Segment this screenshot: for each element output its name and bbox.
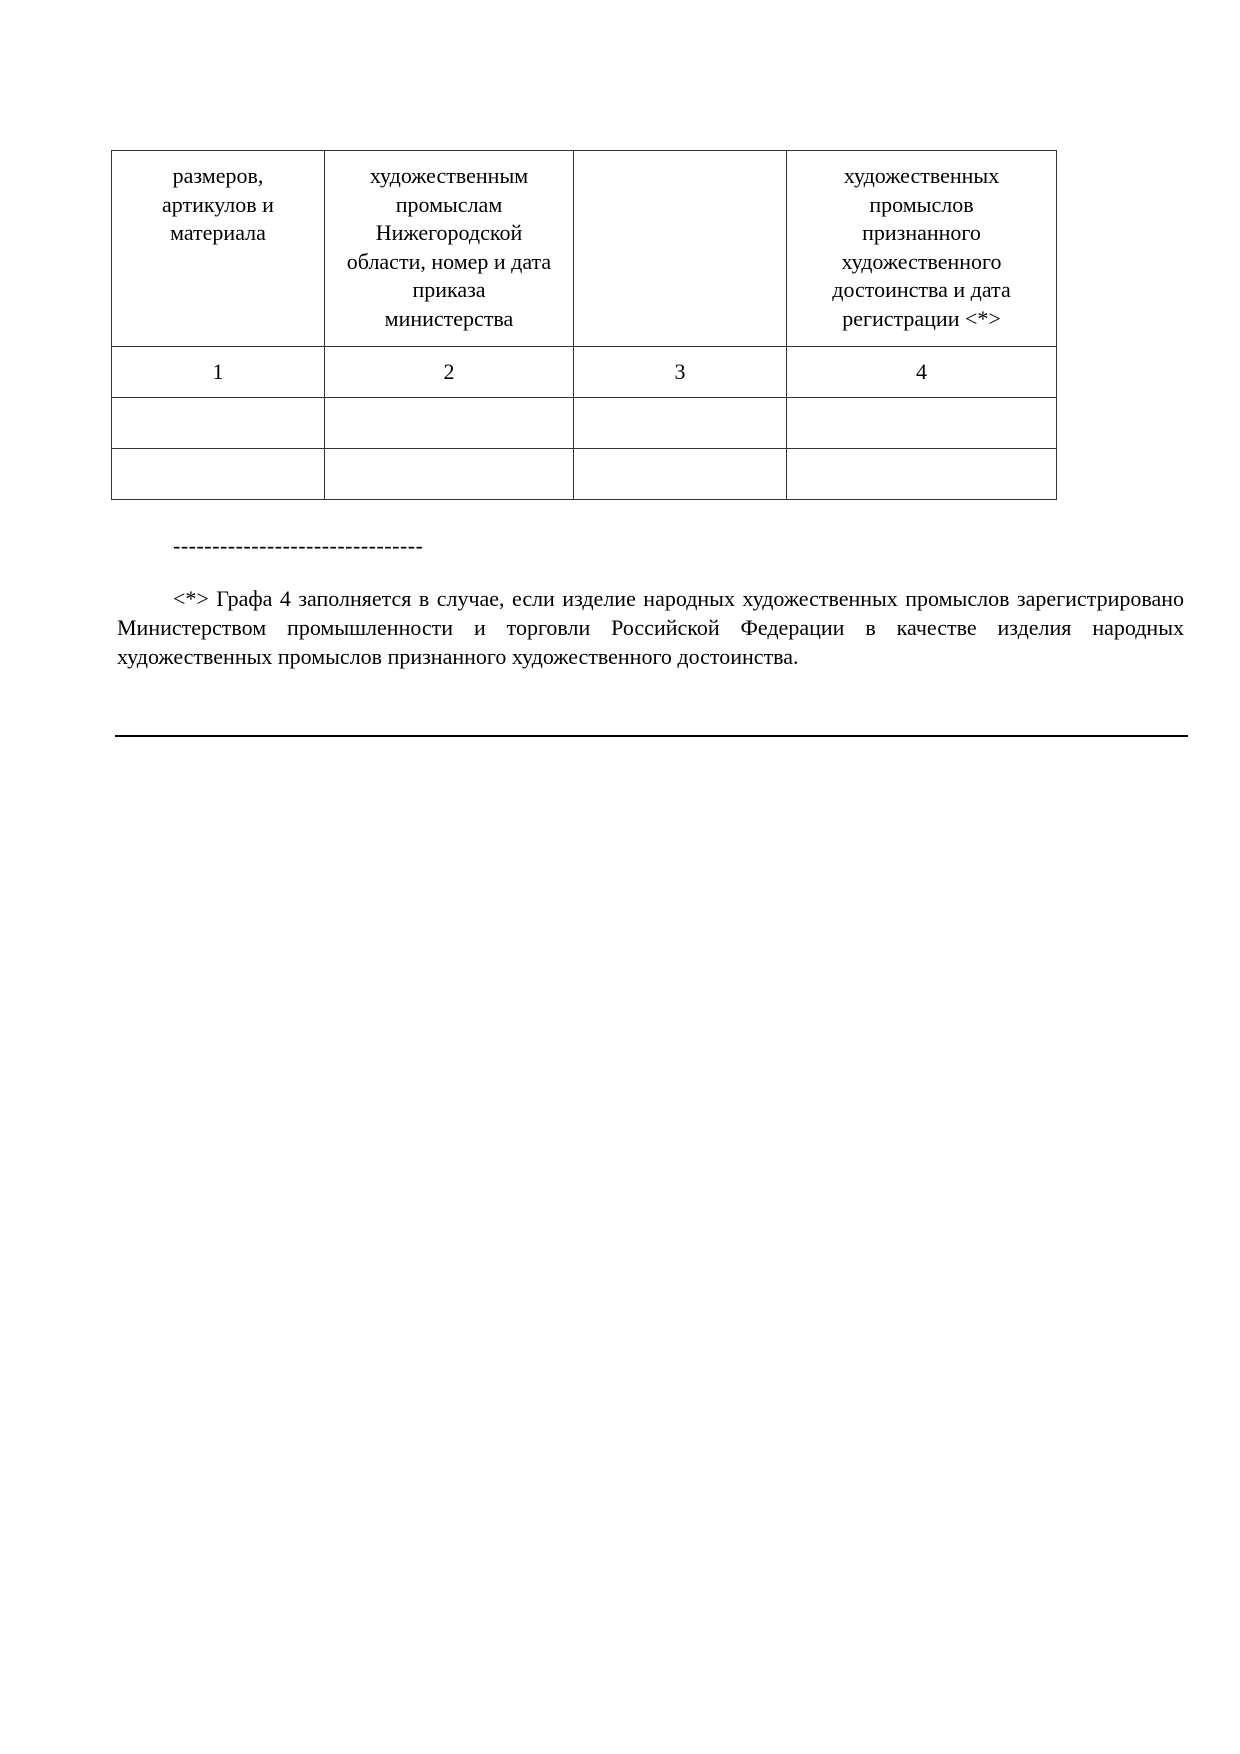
header-cell-3: [574, 151, 787, 347]
table-cell: [574, 449, 787, 500]
column-number-4: 4: [787, 347, 1057, 398]
table-cell: [787, 398, 1057, 449]
column-number-1: 1: [112, 347, 325, 398]
table-cell: [112, 449, 325, 500]
column-number-row: [112, 347, 1057, 398]
table-header-row: [112, 151, 1057, 347]
table-cell: [574, 398, 787, 449]
table-cell: [325, 398, 574, 449]
header-cell-1: размеров, артикулов и материала: [112, 151, 325, 347]
column-number-3: 3: [574, 347, 787, 398]
table-cell: [112, 398, 325, 449]
footnote-text: <*> Графа 4 заполняется в случае, если изделие народных художественных промыслов зарегистрировано Министерством промышленности и торговли Российской Федерации в качестве изделия народных художественных промыслов признанного художественного достоинства.: [117, 586, 1184, 669]
table-row: [112, 398, 1057, 449]
page-bottom-rule: [115, 735, 1188, 737]
table-cell: [787, 449, 1057, 500]
header-cell-4: художественных промыслов признанного художественного достоинства и дата регистрации <*>: [787, 151, 1057, 347]
table-row: [112, 449, 1057, 500]
footnote-separator: --------------------------------: [173, 533, 424, 558]
registry-table: [111, 150, 1057, 500]
column-number-2: 2: [325, 347, 574, 398]
table-cell: [325, 449, 574, 500]
header-cell-2: художественным промыслам Нижегородской области, номер и дата приказа министерства: [325, 151, 574, 347]
